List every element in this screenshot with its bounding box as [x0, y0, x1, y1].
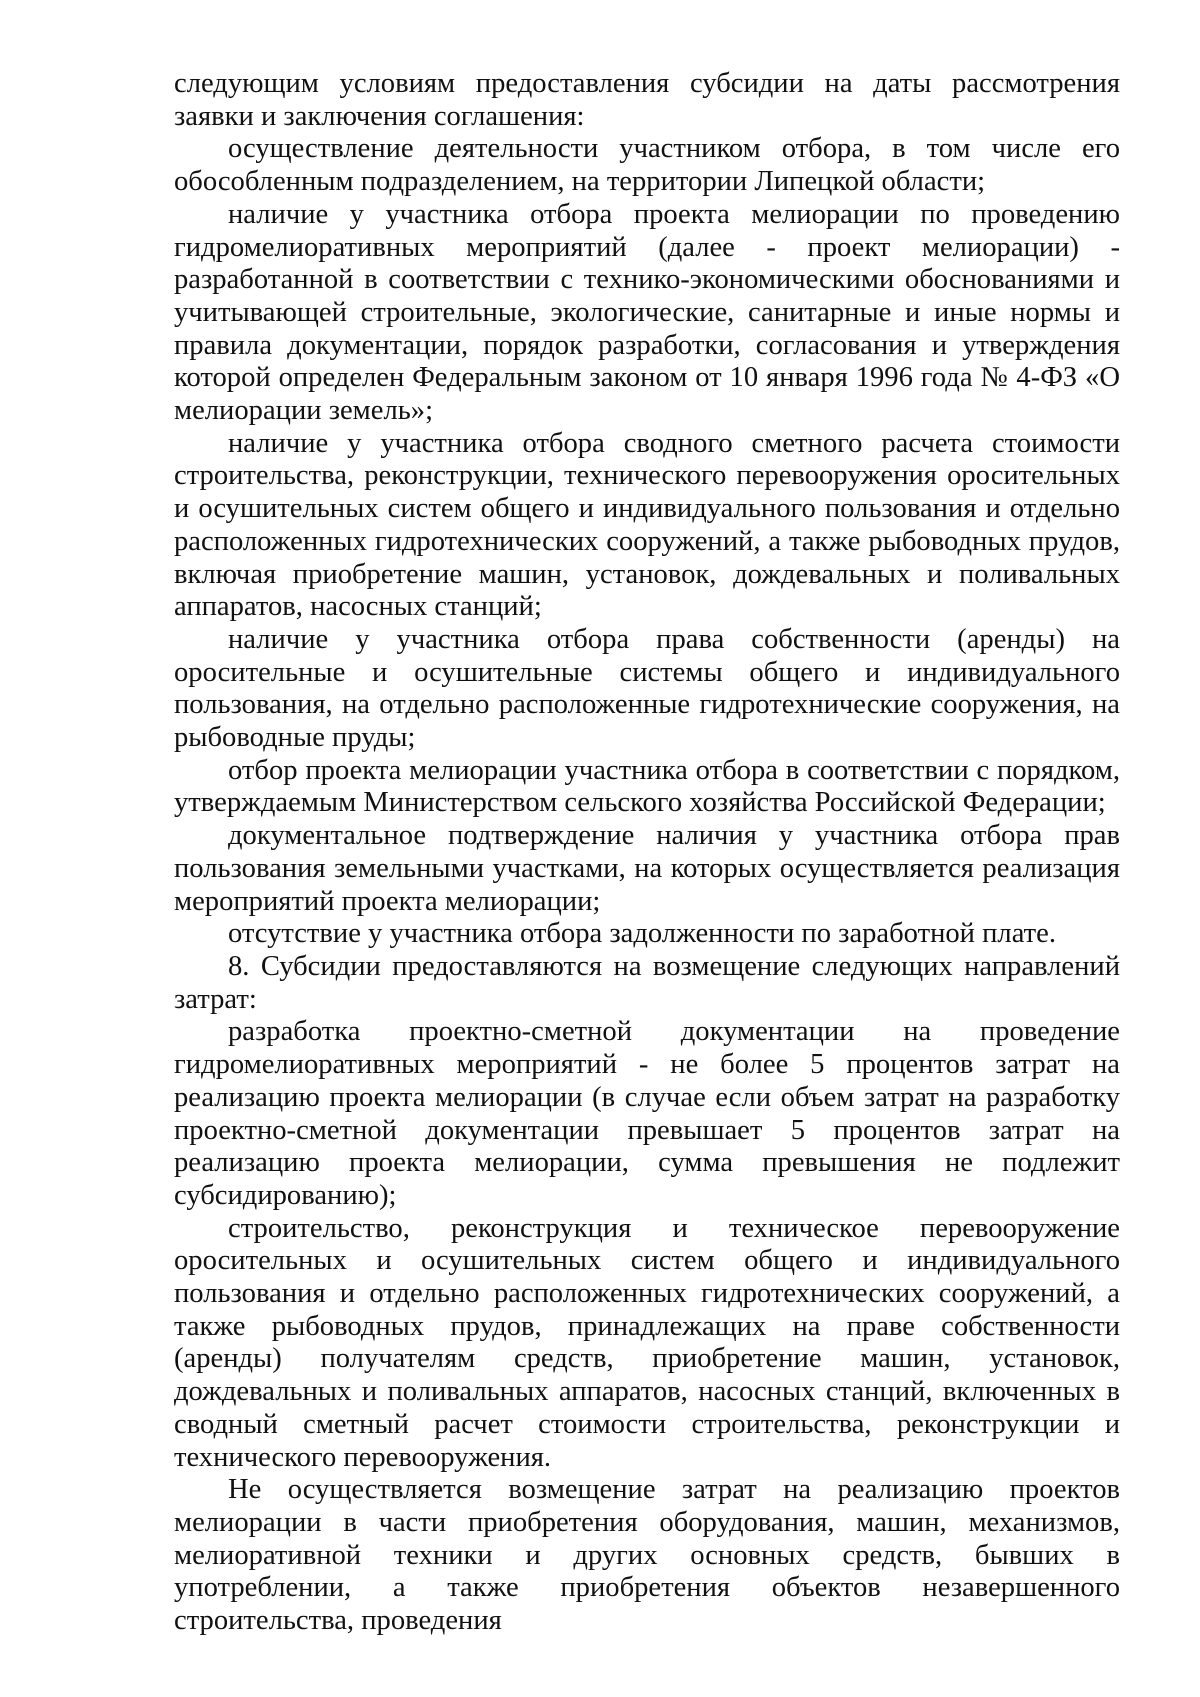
paragraph-ownership-condition: наличие у участника отбора права собственности (аренды) на оросительные и осушительные системы общего и индивидуального пользования, на отдельно расположенные гидротехнические сооружения, на рыбоводные пруды; — [174, 623, 1120, 754]
document-page — [174, 68, 1120, 1638]
paragraph-section-8-heading: 8. Субсидии предоставляются на возмещение следующих направлений затрат: — [174, 950, 1120, 1015]
paragraph-exclusions: Не осуществляется возмещение затрат на реализацию проектов мелиорации в части приобретения оборудования, машин, механизмов, мелиоративной техники и других основных средств, бывших в употреблении, а также приобретения объектов незавершенного строительства, проведения — [174, 1474, 1120, 1637]
paragraph-project-selection-condition: отбор проекта мелиорации участника отбора в соответствии с порядком, утверждаемым Министерством сельского хозяйства Российской Федерации; — [174, 754, 1120, 819]
paragraph-continuation: следующим условиям предоставления субсидии на даты рассмотрения заявки и заключения соглашения: — [174, 68, 1120, 132]
paragraph-construction-costs: строительство, реконструкция и техническое перевооружение оросительных и осушительных систем общего и индивидуального пользования и отдельно расположенных гидротехнических сооружений, а также рыбоводных прудов, принадлежащих на праве собственности (аренды) получателям средств, приобретение машин, установок, дождевальных и поливальных аппаратов, насосных станций, включенных в сводный сметный расчет стоимости строительства, реконструкции и технического перевооружения. — [174, 1212, 1120, 1473]
paragraph-territory-condition: осуществление деятельности участником отбора, в том числе его обособленным подразделением, на территории Липецкой области; — [174, 133, 1120, 198]
paragraph-estimate-condition: наличие у участника отбора сводного сметного расчета стоимости строительства, реконструкции, технического перевооружения оросительных и осушительных систем общего и индивидуального пользования и отдельно расположенных гидротехнических сооружений, а также рыбоводных прудов, включая приобретение машин, установок, дождевальных и поливальных аппаратов, насосных станций; — [174, 427, 1120, 623]
paragraph-design-documentation-costs: разработка проектно-сметной документации на проведение гидромелиоративных мероприятий - не более 5 процентов затрат на реализацию проекта мелиорации (в случае если объем затрат на разработку проектно-сметной документации превышает 5 процентов затрат на реализацию проекта мелиорации, сумма превышения не подлежит субсидированию); — [174, 1016, 1120, 1211]
paragraph-wage-arrears-condition: отсутствие у участника отбора задолженности по заработной плате. — [228, 918, 1056, 950]
paragraph-land-rights-condition: документальное подтверждение наличия у участника отбора прав пользования земельными участками, на которых осуществляется реализация мероприятий проекта мелиорации; — [174, 820, 1120, 917]
paragraph-melioration-project-condition: наличие у участника отбора проекта мелиорации по проведению гидромелиоративных мероприятий (далее - проект мелиорации) - разработанной в соответствии с технико-экономическими обоснованиями и учитывающей строительные, экологические, санитарные и иные нормы и правила документации, порядок разработки, согласования и утверждения которой определен Федеральным законом от 10 января 1996 года № 4-ФЗ «О мелиорации земель»; — [174, 198, 1120, 427]
